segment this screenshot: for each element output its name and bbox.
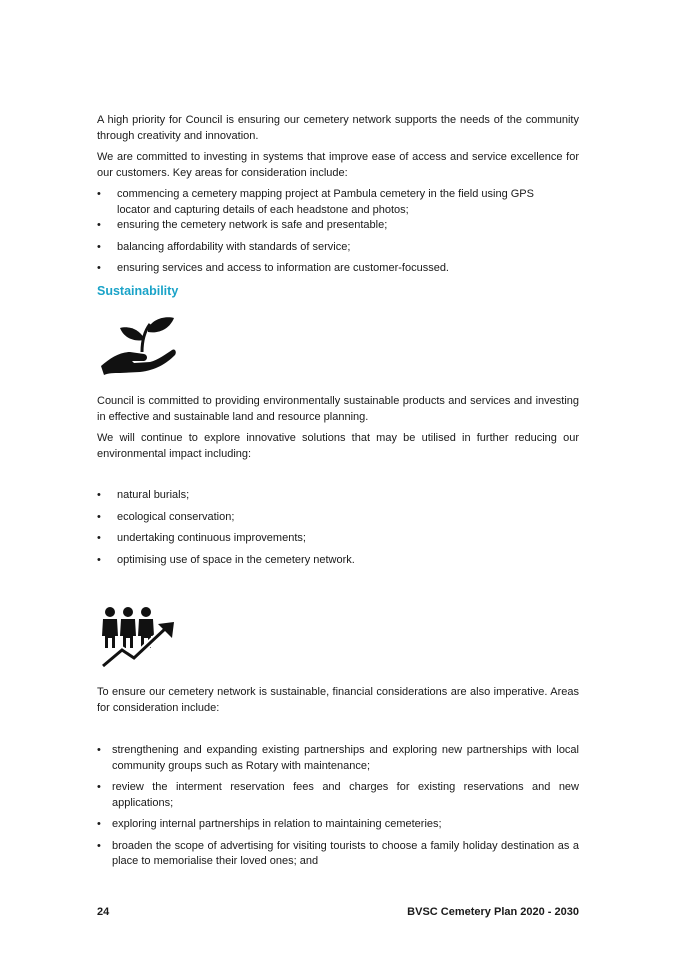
list-item: • exploring internal partnerships in relation to maintaining cemeteries; <box>97 818 442 830</box>
list-item: • balancing affordability with standards of service; <box>97 240 351 253</box>
list-item: • strengthening and expanding existing partnerships and exploring new partnerships with local community groups such as Rotary with maintenance; <box>97 744 579 772</box>
list-item: • undertaking continuous improvements; <box>97 532 306 544</box>
people-growth-icon <box>100 606 176 670</box>
hand-plant-icon <box>98 316 176 376</box>
list-item: • ensuring the cemetery network is safe and presentable; <box>97 219 388 231</box>
financial-bullet-list <box>97 743 579 870</box>
list-item: • ecological conservation; <box>97 510 235 523</box>
list-item: • natural burials; <box>97 489 190 501</box>
document-title: BVSC Cemetery Plan 2020 - 2030 <box>407 906 579 918</box>
financial-paragraph-1: To ensure our cemetery network is sustainable, financial considerations are also imperative. Areas for consideration include: <box>97 686 579 714</box>
list-item: • review the interment reservation fees and charges for existing reservations and new applications; <box>97 781 579 809</box>
sustainability-paragraph-2: We will continue to explore innovative solutions that may be utilised in further reducing our environmental impact including: <box>97 432 579 460</box>
list-item: • commencing a cemetery mapping project at Pambula cemetery in the field using GPS locator and capturing details of each headstone and photos; <box>97 188 534 216</box>
sustainability-bullet-list <box>97 488 579 568</box>
section-heading-sustainability: Sustainability <box>97 284 179 298</box>
intro-paragraph-2: We are committed to investing in systems that improve ease of access and service excellence for our customers. Key areas for consideration include: <box>97 151 579 179</box>
list-item: • broaden the scope of advertising for visiting tourists to choose a family holiday destination as a place to memorialise their loved ones; and <box>97 839 579 867</box>
intro-paragraph-1: A high priority for Council is ensuring our cemetery network supports the needs of the community through creativity and innovation. <box>97 114 579 142</box>
list-item: • optimising use of space in the cemetery network. <box>97 553 355 566</box>
page-number: 24 <box>97 906 110 918</box>
intro-bullet-list <box>97 187 567 277</box>
list-item: • ensuring services and access to information are customer-focussed. <box>97 262 449 274</box>
sustainability-paragraph-1: Council is committed to providing environmentally sustainable products and services and investing in effective and sustainable land and resource planning. <box>97 395 579 423</box>
